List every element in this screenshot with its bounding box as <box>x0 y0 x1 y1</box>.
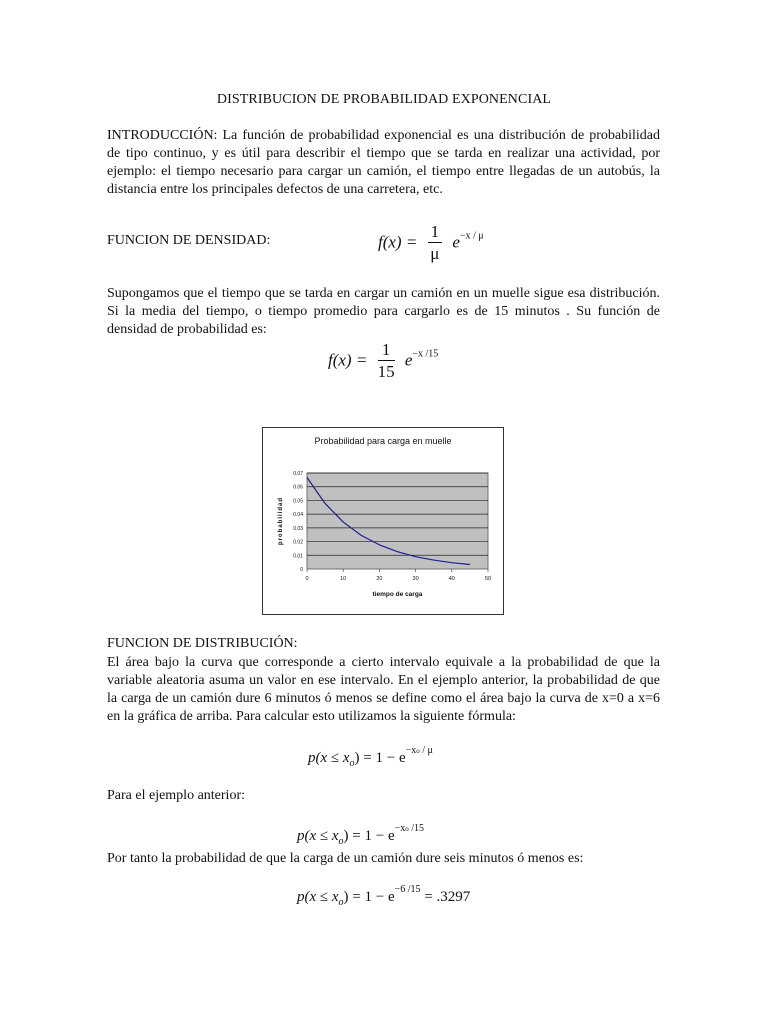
chart-svg <box>263 428 503 614</box>
result-lhs: p(x ≤ x <box>297 889 339 905</box>
result-rhs: ) = 1 − e <box>343 889 395 905</box>
density-numerator: 1 <box>428 222 443 243</box>
density-fraction <box>428 222 443 265</box>
chart-x-tick-label: 40 <box>448 576 455 582</box>
chart-y-tick-label: 0.04 <box>293 512 303 519</box>
chart-y-tick-label: 0.05 <box>293 498 303 505</box>
document-title: DISTRIBUCION DE PROBABILIDAD EXPONENCIAL <box>216 92 552 107</box>
chart-x-axis-label: tiempo de carga <box>372 591 423 598</box>
therefore-paragraph: Por tanto la probabilidad de que la carga de un camión dure seis minutos ó menos es: <box>107 851 584 866</box>
cdf-example-exponent-group <box>395 823 424 834</box>
cdf-sub: o <box>349 758 355 769</box>
intro-paragraph: INTRODUCCIÓN: La función de probabilidad exponencial es una distribución de probabilidad de tipo continuo, y es útil para describir el tiempo que se tarda en realizar una actividad, por ejemplo: el tiempo necesario para cargar un camión, el tiempo entre llegadas de un autobús, la distancia entre los principales defectos de una carretera, etc. <box>107 128 660 197</box>
result-sub: o <box>338 897 344 908</box>
cdf-exp-sub: o <box>416 747 420 755</box>
chart-x-tick-label: 20 <box>376 576 383 582</box>
result-formula <box>297 884 470 908</box>
density-denominator: μ <box>430 244 440 263</box>
cdf-example-formula <box>297 823 424 847</box>
cdf-example-exp-sub: o <box>405 825 409 833</box>
chart-plot-area <box>307 473 488 569</box>
chart-x-tick-label: 50 <box>484 576 492 582</box>
cdf-example-exp: −x <box>394 823 406 834</box>
density-label: FUNCION DE DENSIDAD: <box>107 233 271 248</box>
cdf-rhs: ) = 1 − e <box>354 750 406 766</box>
result-exponent: −6 /15 <box>394 884 421 895</box>
chart-y-axis-label: probabilidad <box>278 497 284 545</box>
chart-y-tick-label: 0.03 <box>293 525 303 532</box>
density-formula <box>378 222 484 265</box>
chart-y-tick-label: 0.01 <box>293 553 303 560</box>
exponential-chart <box>262 427 504 615</box>
cdf-example-sub: o <box>338 836 344 847</box>
example-exp-base: e <box>404 350 413 370</box>
example-label: Para el ejemplo anterior: <box>107 788 245 803</box>
cdf-exponent-group <box>406 745 433 756</box>
cdf-exp-tail: / μ <box>419 745 433 756</box>
result-value: = .3297 <box>420 889 471 905</box>
cdf-lhs: p(x ≤ x <box>308 750 350 766</box>
chart-x-tick-label: 0 <box>305 576 309 582</box>
distribution-paragraph: El área bajo la curva que corresponde a cierto intervalo equivale a la probabilidad de que la variable aleatoria asuma un valor en ese intervalo. En el ejemplo anterior, la probabilidad de que la carga de un camión dure 6 minutos ó menos se define como el área bajo la curva de x=0 a x=6 en la gráfica de arriba. Para calcular esto utilizamos la siguiente fórmula: <box>107 655 660 724</box>
chart-x-tick-label: 10 <box>340 576 347 582</box>
density-formula-lhs: f(x) = <box>378 232 418 252</box>
suppose-paragraph: Supongamos que el tiempo que se tarda en cargar un camión en un muelle sigue esa distribución. Si la media del tiempo, o tiempo promedio para cargarlo es de 15 minutos . Su función de densidad de probabilidad es: <box>107 286 660 337</box>
chart-y-tick-label: 0.06 <box>293 484 303 491</box>
chart-y-tick-label: 0 <box>300 567 303 573</box>
cdf-exp: −x <box>405 745 417 756</box>
chart-y-tick-label: 0.07 <box>293 471 303 477</box>
example-exponent: −x /15 <box>412 348 439 360</box>
chart-y-tick-label: 0.02 <box>293 539 303 546</box>
distribution-label: FUNCION DE DISTRIBUCIÓN: <box>107 636 298 651</box>
chart-title: Probabilidad para carga en muelle <box>314 436 452 446</box>
example-density-formula <box>328 340 438 383</box>
chart-x-tick-label: 30 <box>412 576 419 582</box>
example-numerator: 1 <box>378 340 395 361</box>
example-fraction <box>378 340 395 383</box>
cdf-example-rhs: ) = 1 − e <box>343 828 395 844</box>
cdf-example-lhs: p(x ≤ x <box>297 828 339 844</box>
cdf-example-exp-tail: /15 <box>408 823 425 834</box>
cdf-formula <box>308 745 433 769</box>
example-denominator: 15 <box>377 362 395 381</box>
density-exponent: −x / μ <box>459 230 484 242</box>
density-exp-base: e <box>452 232 460 252</box>
example-formula-lhs: f(x) = <box>328 350 368 370</box>
